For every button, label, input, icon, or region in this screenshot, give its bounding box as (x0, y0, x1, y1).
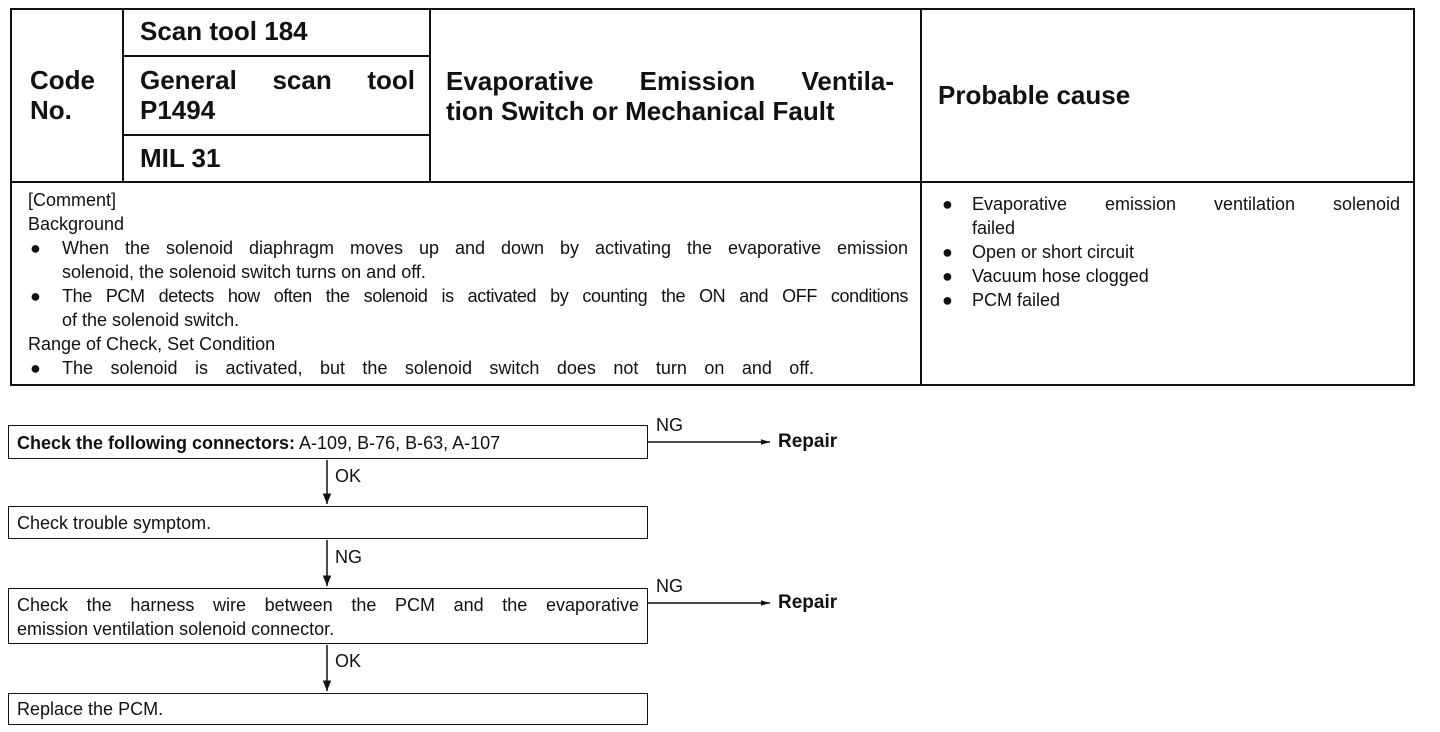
general-scan-code: P1494 (140, 95, 216, 125)
comment-bullet-1-line1: When the solenoid diaphragm moves up and down by activating the evaporative emission (62, 238, 908, 258)
ng-label-1: NG (656, 415, 683, 435)
repair-label-2: Repair (778, 592, 838, 613)
comment-bullet-2-line2: of the solenoid switch. (62, 310, 240, 330)
general-scan-word-1: General (140, 65, 237, 95)
bullet-icon: ● (30, 238, 41, 258)
code-no-line2: No. (30, 95, 72, 125)
title-line2: tion Switch or Mechanical Fault (446, 96, 835, 126)
step1-bold-text: Check the following connectors: (17, 433, 296, 453)
background-heading: Background (28, 214, 125, 234)
cause-item-2-text: Open or short circuit (972, 242, 1135, 262)
cause-item-4-text: PCM failed (972, 290, 1061, 310)
bullet-icon: ● (942, 242, 953, 262)
code-no-line1: Code (30, 65, 95, 95)
scan-tool-code: Scan tool 184 (140, 16, 308, 46)
title-word-2: Emission (639, 66, 756, 96)
ok-label-1: OK (335, 466, 362, 486)
title-word-1: Evaporative (446, 66, 594, 96)
bullet-icon: ● (30, 286, 41, 306)
title-word-3: Ventila- (801, 66, 894, 96)
step3-line1: Check the harness wire between the PCM and the evaporative (17, 595, 639, 615)
step-replace-pcm: Replace the PCM. (8, 693, 648, 725)
comment-bullet-2-line1: The PCM detects how often the solenoid is activated by counting the ON and OFF conditions (62, 286, 908, 306)
probable-cause-heading: Probable cause (938, 80, 1131, 110)
cause-item-3-text: Vacuum hose clogged (972, 266, 1149, 286)
range-heading: Range of Check, Set Condition (28, 334, 276, 354)
bullet-icon: ● (942, 266, 953, 286)
step-check-harness-wire (8, 588, 648, 644)
bullet-icon: ● (942, 194, 953, 214)
step3-line2: emission ventilation solenoid connector. (17, 619, 335, 639)
ng-label-2: NG (335, 547, 362, 567)
general-scan-word-3: tool (367, 65, 415, 95)
comment-bullet-1-line2: solenoid, the solenoid switch turns on and off. (62, 262, 426, 282)
ng-label-3: NG (656, 576, 683, 596)
comment-heading: [Comment] (28, 190, 117, 210)
step-check-trouble-symptom: Check trouble symptom. (8, 506, 648, 539)
cause-item-1-line2: failed (972, 218, 1016, 238)
repair-label-1: Repair (778, 431, 838, 452)
ok-label-2: OK (335, 651, 362, 671)
cause-item-1-line1: Evaporative emission ventilation solenoid (972, 194, 1400, 214)
mil-code: MIL 31 (140, 143, 221, 173)
bullet-icon: ● (942, 290, 953, 310)
step1-connectors: A-109, B-76, B-63, A-107 (299, 433, 501, 453)
range-bullet-text: The solenoid is activated, but the solenoid switch does not turn on and off. (62, 358, 814, 378)
bullet-icon: ● (30, 358, 41, 378)
step-check-connectors (8, 425, 648, 459)
general-scan-word-2: scan (272, 65, 332, 95)
